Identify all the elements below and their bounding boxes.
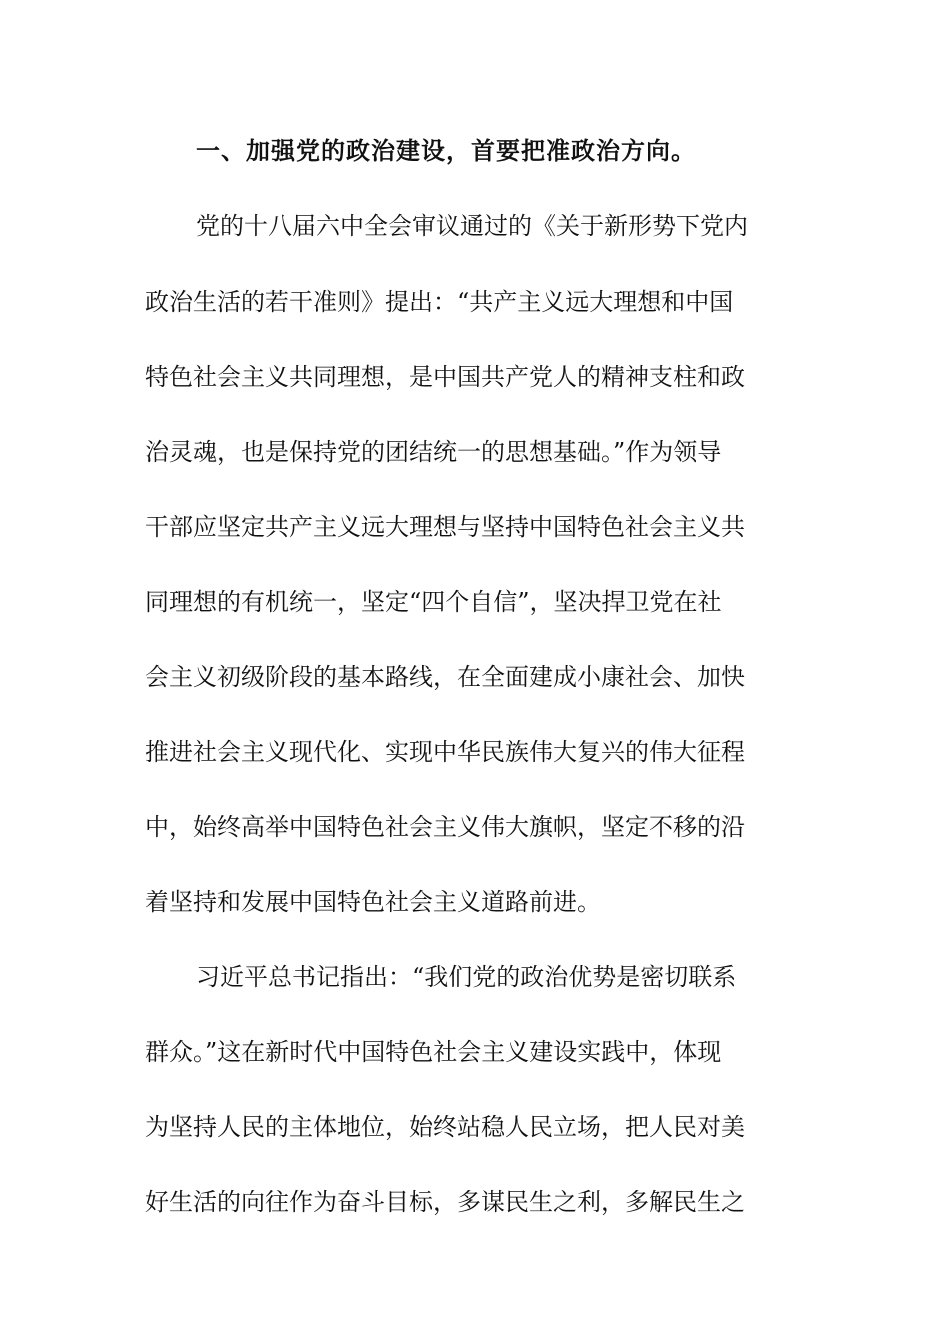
paragraph-1-line-9: 中，始终高举中国特色社会主义伟大旗帜，坚定不移的沿: [145, 813, 745, 841]
paragraph-1-line-3: 特色社会主义共同理想，是中国共产党人的精神支柱和政: [145, 363, 745, 391]
paragraph-2-line-2: 群众。”这在新时代中国特色社会主义建设实践中，体现: [145, 1038, 722, 1066]
paragraph-1-line-6: 同理想的有机统一，坚定“四个自信”，坚决捍卫党在社: [145, 588, 722, 616]
paragraph-1-line-4: 治灵魂，也是保持党的团结统一的思想基础。”作为领导: [145, 438, 722, 466]
paragraph-1-line-1: 党的十八届六中全会审议通过的《关于新形势下党内: [196, 212, 748, 240]
paragraph-2-line-1: 习近平总书记指出：“我们党的政治优势是密切联系: [196, 963, 737, 991]
paragraph-2-line-4: 好生活的向往作为奋斗目标，多谋民生之利，多解民生之: [145, 1188, 745, 1216]
paragraph-1-line-7: 会主义初级阶段的基本路线，在全面建成小康社会、加快: [145, 663, 745, 691]
paragraph-1-line-2: 政治生活的若干准则》提出：“共产主义远大理想和中国: [145, 288, 734, 316]
paragraph-1-line-10: 着坚持和发展中国特色社会主义道路前进。: [145, 888, 601, 916]
paragraph-1-line-5: 干部应坚定共产主义远大理想与坚持中国特色社会主义共: [145, 513, 745, 541]
paragraph-2-line-3: 为坚持人民的主体地位，始终站稳人民立场，把人民对美: [145, 1113, 745, 1141]
section-heading: 一、加强党的政治建设，首要把准政治方向。: [196, 136, 696, 165]
paragraph-1-line-8: 推进社会主义现代化、实现中华民族伟大复兴的伟大征程: [145, 738, 745, 766]
